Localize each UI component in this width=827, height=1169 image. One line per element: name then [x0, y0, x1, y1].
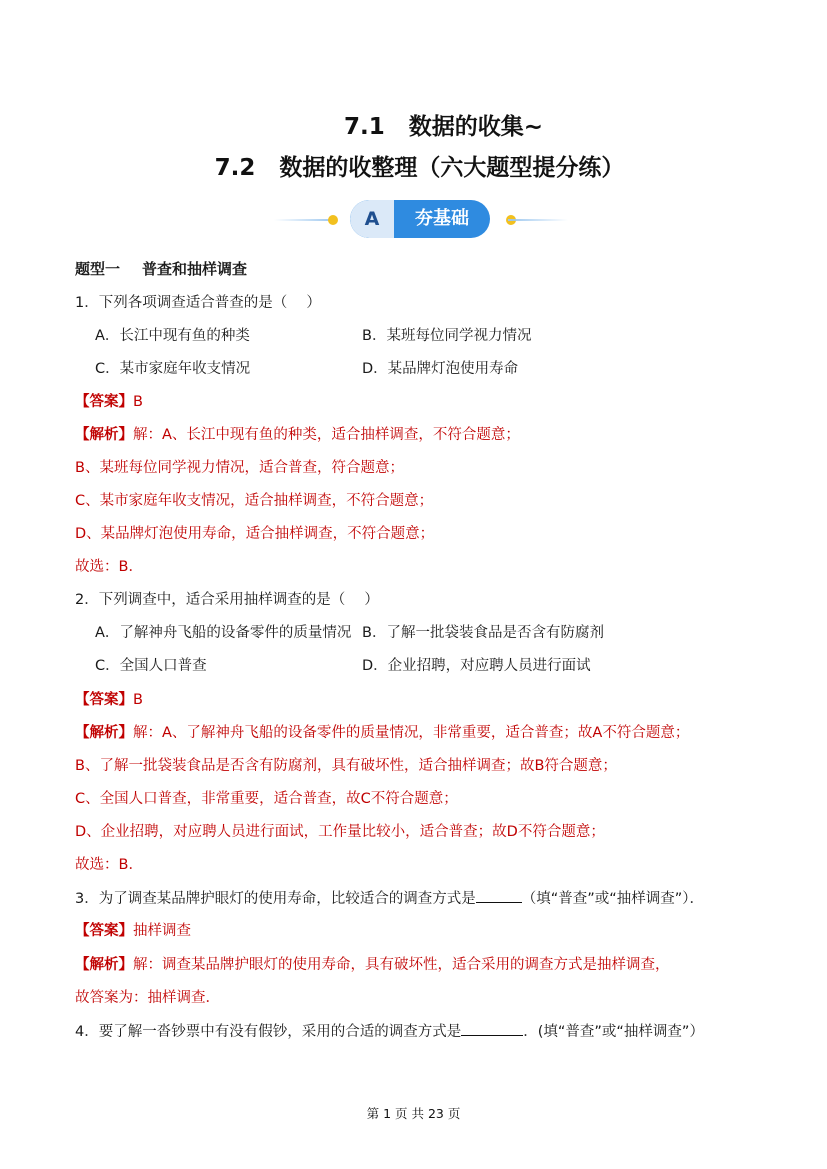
page-footer: 第 1 页 共 23 页: [366, 1106, 461, 1121]
question-1-option-d: D．某品牌灯泡使用寿命: [362, 361, 519, 377]
page-title-line-2: [6, 149, 827, 182]
question-1-analysis-line-3: C、某市家庭年收支情况，适合抽样调查，不符合题意；: [75, 493, 434, 509]
section-label: 题型一: [75, 260, 121, 278]
question-3-answer-blank[interactable]: [476, 888, 522, 903]
analysis-tag: 【解析】: [75, 957, 133, 973]
question-1-analysis-line-1: [75, 425, 520, 445]
question-2-option-a: A．了解神舟飞船的设备零件的质量情况: [95, 625, 352, 641]
question-2-option-b: B．了解一批袋装食品是否含有防腐剂: [362, 625, 604, 641]
title-1-number: 7.1: [343, 114, 385, 140]
question-2-analysis-line-1: [75, 723, 689, 743]
title-2-number: 7.2: [214, 155, 256, 181]
question-1-option-c: C．某市家庭年收支情况: [95, 361, 251, 377]
question-1-conclusion: 故选：B．: [75, 559, 143, 575]
question-3-analysis: [75, 955, 670, 975]
analysis-tag: 【解析】: [75, 725, 133, 741]
title-2-text: 数据的收整理（六大题型提分练）: [279, 155, 625, 181]
question-2-analysis-line-3: C、全国人口普查，非常重要，适合普查，故C不符合题意；: [75, 791, 458, 807]
answer-value: B: [133, 394, 143, 410]
question-1-analysis-line-4: D、某品牌灯泡使用寿命，适合抽样调查，不符合题意；: [75, 526, 435, 542]
section-title: 普查和抽样调查: [142, 260, 248, 278]
page-title-line-1: [30, 108, 827, 141]
banner-left-line: [274, 219, 334, 221]
question-3-answer: [75, 921, 191, 941]
question-3-stem-after: （填“普查”或“抽样调查”）．: [521, 891, 705, 907]
answer-value: B: [133, 692, 143, 708]
question-1-option-b: B．某班每位同学视力情况: [362, 328, 532, 344]
question-1-answer: [75, 392, 143, 412]
title-1-text: 数据的收集~: [408, 114, 544, 140]
analysis-tag: 【解析】: [75, 427, 133, 443]
question-3-stem: [75, 888, 704, 909]
level-badge-text: 夯基础: [415, 208, 469, 229]
question-4-answer-blank[interactable]: [461, 1021, 523, 1036]
question-2-answer: [75, 690, 143, 710]
question-1-option-a: A．长江中现有鱼的种类: [95, 328, 250, 344]
question-2-analysis-line-4: D、企业招聘，对应聘人员进行面试，工作量比较小，适合普查；故D不符合题意；: [75, 824, 605, 840]
question-2-stem: 2．下列调查中，适合采用抽样调查的是（ ）: [75, 592, 379, 608]
analysis-text: 解：A、长江中现有鱼的种类，适合抽样调查，不符合题意；: [133, 427, 520, 443]
question-4-stem-before: 4．要了解一沓钞票中有没有假钞，采用的合适的调查方式是: [75, 1024, 462, 1040]
question-1-analysis-line-2: B、某班每位同学视力情况，适合普查，符合题意；: [75, 460, 404, 476]
level-banner: [270, 200, 570, 240]
answer-tag: 【答案】: [75, 692, 133, 708]
analysis-text: 解：A、了解神舟飞船的设备零件的质量情况，非常重要，适合普查；故A不符合题意；: [133, 725, 690, 741]
question-2-option-d: D．企业招聘，对应聘人员进行面试: [362, 658, 591, 674]
question-3-conclusion: 故答案为：抽样调查．: [75, 990, 220, 1006]
analysis-text: 解：调查某品牌护眼灯的使用寿命，具有破坏性，适合采用的调查方式是抽样调查，: [133, 957, 670, 973]
question-4-stem-after: ．(填“普查”或“抽样调查”）: [523, 1024, 704, 1040]
question-2-conclusion: 故选：B．: [75, 857, 143, 873]
answer-value: 抽样调查: [133, 923, 191, 939]
question-2-option-c: C．全国人口普查: [95, 658, 207, 674]
question-2-analysis-line-2: B、了解一批袋装食品是否含有防腐剂，具有破坏性，适合抽样调查；故B符合题意；: [75, 758, 617, 774]
answer-tag: 【答案】: [75, 923, 133, 939]
banner-left-dot: [328, 215, 338, 225]
section-heading: [75, 259, 247, 279]
question-1-stem: 1．下列各项调查适合普查的是（ ）: [75, 295, 321, 311]
question-3-stem-before: 3．为了调查某品牌护眼灯的使用寿命，比较适合的调查方式是: [75, 891, 476, 907]
level-badge-letter: A: [350, 200, 394, 238]
banner-right-line: [508, 219, 568, 221]
answer-tag: 【答案】: [75, 394, 133, 410]
question-4-stem: [75, 1021, 704, 1042]
level-badge: [350, 200, 490, 238]
